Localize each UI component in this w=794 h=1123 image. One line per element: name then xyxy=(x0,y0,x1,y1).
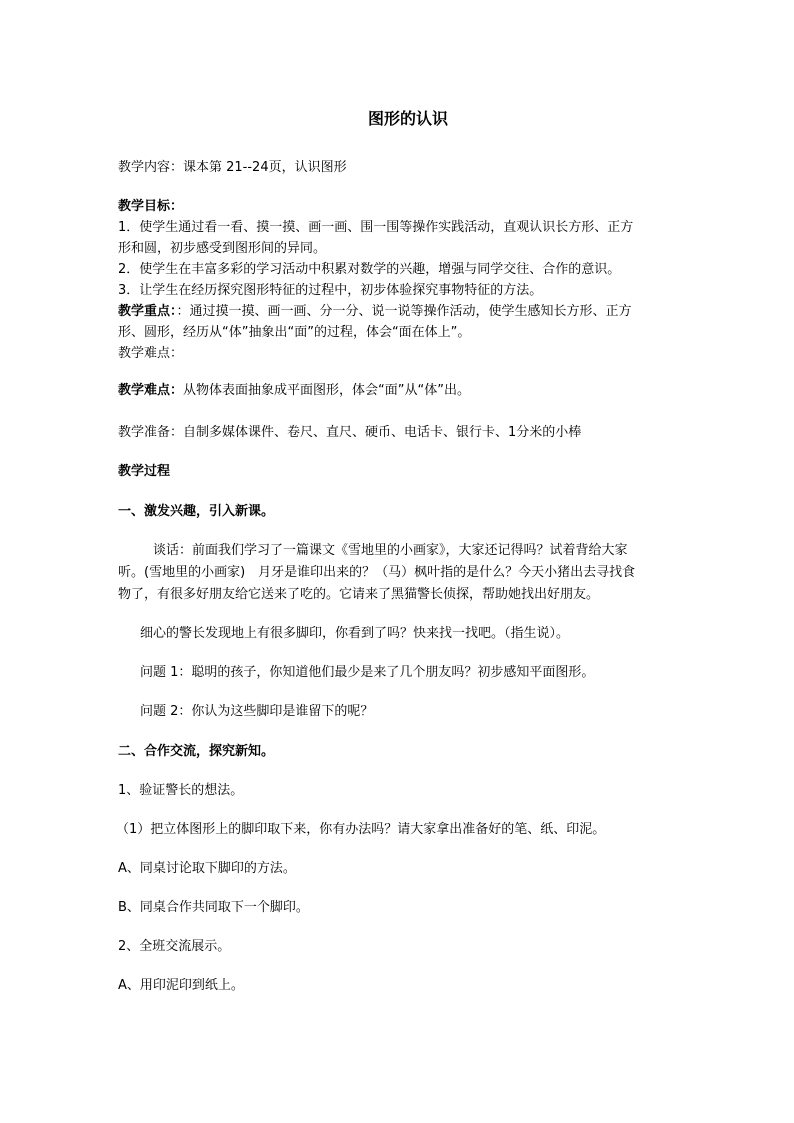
objective-line-4: 3．让学生在经历探究图形特征的过程中，初步体验探究事物特征的方法。 xyxy=(118,283,543,298)
preparation-line: 教学准备：自制多媒体课件、卷尺、直尺、硬币、电话卡、银行卡、1分米的小棒 xyxy=(118,425,582,440)
section2-item1-sub: （1）把立体图形上的脚印取下来，你有办法吗？请大家拿出准备好的笔、纸、印泥。 xyxy=(116,822,606,837)
section2-b1: B、同桌合作共同取下一个脚印。 xyxy=(118,900,309,915)
key-point-text: ：通过摸一摸、画一画、分一分、说一说等操作活动，使学生感知长方形、正方 xyxy=(176,304,632,319)
section1-para2: 细心的警长发现地上有很多脚印，你看到了吗？快来找一找吧。（指生说）。 xyxy=(140,626,570,641)
section1-question2: 问题 2：你认为这些脚印是谁留下的呢？ xyxy=(140,704,374,719)
section1-para1-line1: 谈话：前面我们学习了一篇课文《雪地里的小画家》，大家还记得吗？试着背给大家 xyxy=(153,543,628,558)
objective-line-3: 2．使学生在丰富多彩的学习活动中积累对数学的兴趣，增强与同学交往、合作的意识。 xyxy=(118,262,621,277)
key-point-label: 教学重点： xyxy=(118,304,177,319)
section2-a1: A、同桌讨论取下脚印的方法。 xyxy=(118,861,296,876)
document-title: 图形的认识 xyxy=(367,109,448,128)
objectives-heading: 教学目标： xyxy=(118,199,184,214)
difficulty-label: 教学难点： xyxy=(118,383,184,398)
section1-para1-line2: 听。(雪地里的小画家) 月牙是谁印出来的？（马）枫叶指的是什么？今天小猪出去寻找食 xyxy=(118,565,636,580)
objective-line-2: 形和圆，初步感受到图形间的异同。 xyxy=(118,241,327,256)
section2-item2: 2、全班交流展示。 xyxy=(118,939,231,954)
section1-para1-line3: 物了，有很多好朋友给它送来了吃的。它请来了黑猫警长侦探，帮助她找出好朋友。 xyxy=(118,587,600,602)
section1-heading: 一、激发兴趣，引入新课。 xyxy=(118,504,275,519)
section2-heading: 二、合作交流，探究新知。 xyxy=(118,744,275,759)
objective-line-1: 1．使学生通过看一看、摸一摸、画一画、围一围等操作实践活动，直观认识长方形、正方 xyxy=(118,220,634,235)
section2-a2: A、用印泥印到纸上。 xyxy=(118,978,244,993)
content-line: 教学内容：课本第 21--24页，认识图形 xyxy=(118,160,347,175)
section2-item1: 1、验证警长的想法。 xyxy=(118,783,244,798)
difficulty-plain: 教学难点： xyxy=(118,346,184,361)
key-point-line-2: 形、圆形，经历从“体”抽象出“面”的过程，体会“面在体上”。 xyxy=(118,325,471,340)
difficulty-text: 从物体表面抽象成平面图形，体会“面”从“体”出。 xyxy=(183,383,470,398)
section1-question1: 问题 1：聪明的孩子，你知道他们最少是来了几个朋友吗？初步感知平面图形。 xyxy=(140,665,595,680)
process-heading: 教学过程 xyxy=(118,464,171,479)
key-point-line-1 xyxy=(118,302,632,321)
difficulty-line xyxy=(118,381,470,400)
